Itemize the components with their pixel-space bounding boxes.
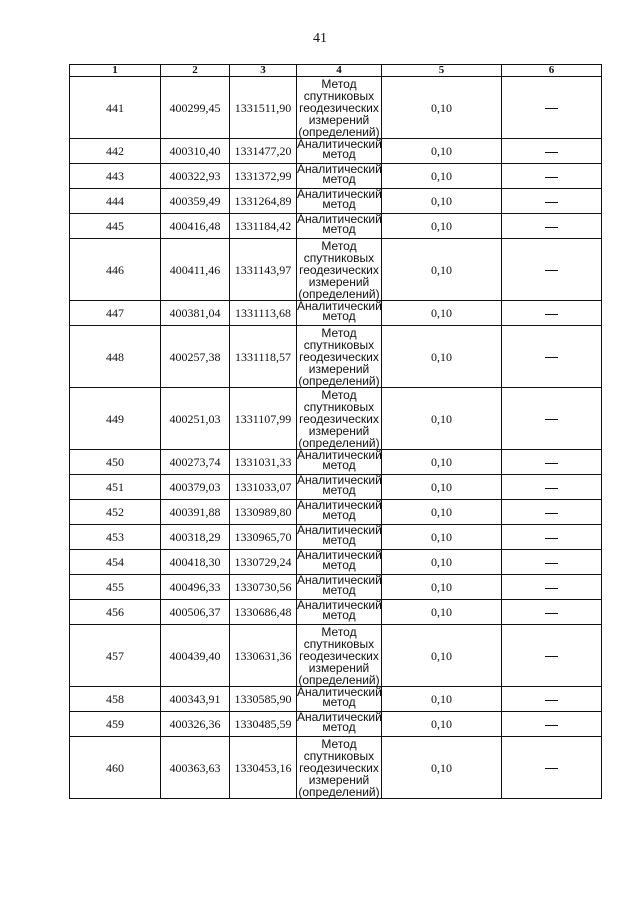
point-number-cell: 456 (70, 600, 161, 625)
point-number-cell: 449 (70, 388, 161, 450)
table-row (70, 625, 602, 687)
method-cell: Метод спутниковых геодезических измерений (определений) (298, 76, 380, 139)
point-number-cell: 453 (70, 525, 161, 550)
point-number-cell: 459 (70, 712, 161, 737)
dash-mark (545, 463, 558, 464)
x-coordinate-cell: 400506,37 (161, 600, 230, 625)
note-cell (502, 737, 602, 799)
point-number-cell: 452 (70, 500, 161, 525)
table-row (70, 239, 602, 301)
accuracy-cell: 0,10 (382, 600, 502, 625)
table-row (70, 301, 602, 326)
x-coordinate-cell: 400359,49 (161, 189, 230, 214)
accuracy-cell: 0,10 (382, 164, 502, 189)
point-number-cell: 455 (70, 575, 161, 600)
table-row (70, 575, 602, 600)
column-header-1: 1 (70, 65, 161, 77)
accuracy-cell: 0,10 (382, 500, 502, 525)
dash-mark (545, 314, 558, 315)
dash-mark (545, 488, 558, 489)
note-cell (502, 450, 602, 475)
accuracy-cell: 0,10 (382, 77, 502, 139)
dash-mark (545, 588, 558, 589)
table-row (70, 475, 602, 500)
note-cell (502, 500, 602, 525)
note-cell (502, 600, 602, 625)
y-coordinate-cell: 1330989,80 (230, 500, 297, 525)
dash-mark (545, 152, 558, 153)
table-row (70, 214, 602, 239)
point-number-cell: 443 (70, 164, 161, 189)
table-row (70, 189, 602, 214)
point-number-cell: 457 (70, 625, 161, 687)
x-coordinate-cell: 400418,30 (161, 550, 230, 575)
table-row (70, 712, 602, 737)
accuracy-cell: 0,10 (382, 301, 502, 326)
column-header-5: 5 (382, 65, 502, 77)
table-row (70, 326, 602, 388)
y-coordinate-cell: 1331264,89 (230, 189, 297, 214)
dash-mark (545, 419, 558, 420)
dash-mark (545, 768, 558, 769)
point-number-cell: 444 (70, 189, 161, 214)
x-coordinate-cell: 400257,38 (161, 326, 230, 388)
column-header-2: 2 (161, 65, 230, 77)
point-number-cell: 445 (70, 214, 161, 239)
accuracy-cell: 0,10 (382, 214, 502, 239)
y-coordinate-cell: 1331511,90 (230, 77, 297, 139)
note-cell (502, 388, 602, 450)
dash-mark (545, 538, 558, 539)
table-row (70, 164, 602, 189)
method-cell: Метод спутниковых геодезических измерений (определений) (298, 624, 380, 687)
dash-mark (545, 227, 558, 228)
table-row (70, 737, 602, 799)
method-cell: Метод спутниковых геодезических измерений (определений) (298, 387, 380, 450)
accuracy-cell: 0,10 (382, 475, 502, 500)
x-coordinate-cell: 400379,03 (161, 475, 230, 500)
table-row (70, 139, 602, 164)
point-number-cell: 441 (70, 77, 161, 139)
method-cell: Метод спутниковых геодезических измерений (определений) (298, 238, 380, 301)
y-coordinate-cell: 1331107,99 (230, 388, 297, 450)
table-body (70, 77, 602, 799)
accuracy-cell: 0,10 (382, 575, 502, 600)
accuracy-cell: 0,10 (382, 625, 502, 687)
method-cell: Метод спутниковых геодезических измерений (определений) (298, 325, 380, 388)
table-row (70, 388, 602, 450)
y-coordinate-cell: 1330485,59 (230, 712, 297, 737)
note-cell (502, 475, 602, 500)
table-row (70, 450, 602, 475)
method-cell: Аналитический метод (297, 575, 382, 600)
dash-mark (545, 613, 558, 614)
y-coordinate-cell: 1331372,99 (230, 164, 297, 189)
dash-mark (545, 656, 558, 657)
point-number-cell: 448 (70, 326, 161, 388)
method-cell: Аналитический метод (297, 475, 382, 500)
table-row (70, 550, 602, 575)
x-coordinate-cell: 400343,91 (161, 687, 230, 712)
dash-mark (545, 513, 558, 514)
point-number-cell: 442 (70, 139, 161, 164)
accuracy-cell: 0,10 (382, 139, 502, 164)
method-cell: Аналитический метод (297, 687, 382, 712)
accuracy-cell: 0,10 (382, 712, 502, 737)
dash-mark (545, 357, 558, 358)
note-cell (502, 550, 602, 575)
note-cell (502, 139, 602, 164)
x-coordinate-cell: 400411,46 (161, 239, 230, 301)
table-row (70, 600, 602, 625)
point-number-cell: 450 (70, 450, 161, 475)
point-number-cell: 458 (70, 687, 161, 712)
point-number-cell: 447 (70, 301, 161, 326)
y-coordinate-cell: 1331031,33 (230, 450, 297, 475)
x-coordinate-cell: 400299,45 (161, 77, 230, 139)
y-coordinate-cell: 1330631,36 (230, 625, 297, 687)
method-cell: Аналитический метод (297, 525, 382, 550)
accuracy-cell: 0,10 (382, 189, 502, 214)
point-number-cell: 460 (70, 737, 161, 799)
method-cell: Аналитический метод (297, 164, 382, 189)
x-coordinate-cell: 400391,88 (161, 500, 230, 525)
note-cell (502, 525, 602, 550)
y-coordinate-cell: 1331477,20 (230, 139, 297, 164)
x-coordinate-cell: 400496,33 (161, 575, 230, 600)
y-coordinate-cell: 1331184,42 (230, 214, 297, 239)
coordinates-table (69, 64, 602, 799)
y-coordinate-cell: 1331113,68 (230, 301, 297, 326)
method-cell: Аналитический метод (297, 301, 382, 326)
note-cell (502, 301, 602, 326)
accuracy-cell: 0,10 (382, 525, 502, 550)
dash-mark (545, 725, 558, 726)
x-coordinate-cell: 400439,40 (161, 625, 230, 687)
dash-mark (545, 270, 558, 271)
method-cell: Аналитический метод (297, 450, 382, 475)
method-cell: Аналитический метод (297, 500, 382, 525)
table-row (70, 500, 602, 525)
table-row (70, 687, 602, 712)
point-number-cell: 454 (70, 550, 161, 575)
method-cell: Аналитический метод (297, 550, 382, 575)
note-cell (502, 575, 602, 600)
dash-mark (545, 108, 558, 109)
note-cell (502, 214, 602, 239)
column-header-6: 6 (502, 65, 602, 77)
column-header-3: 3 (230, 65, 297, 77)
method-cell: Аналитический метод (297, 712, 382, 737)
y-coordinate-cell: 1331033,07 (230, 475, 297, 500)
dash-mark (545, 563, 558, 564)
y-coordinate-cell: 1330585,90 (230, 687, 297, 712)
y-coordinate-cell: 1330730,56 (230, 575, 297, 600)
accuracy-cell: 0,10 (382, 450, 502, 475)
x-coordinate-cell: 400251,03 (161, 388, 230, 450)
note-cell (502, 625, 602, 687)
dash-mark (545, 700, 558, 701)
method-cell: Аналитический метод (297, 600, 382, 625)
accuracy-cell: 0,10 (382, 687, 502, 712)
method-cell: Аналитический метод (297, 139, 382, 164)
note-cell (502, 239, 602, 301)
accuracy-cell: 0,10 (382, 239, 502, 301)
x-coordinate-cell: 400363,63 (161, 737, 230, 799)
x-coordinate-cell: 400381,04 (161, 301, 230, 326)
note-cell (502, 164, 602, 189)
y-coordinate-cell: 1330729,24 (230, 550, 297, 575)
y-coordinate-cell: 1330686,48 (230, 600, 297, 625)
x-coordinate-cell: 400322,93 (161, 164, 230, 189)
table-header-row (70, 65, 602, 77)
x-coordinate-cell: 400416,48 (161, 214, 230, 239)
note-cell (502, 326, 602, 388)
note-cell (502, 712, 602, 737)
y-coordinate-cell: 1330453,16 (230, 737, 297, 799)
accuracy-cell: 0,10 (382, 737, 502, 799)
table-row (70, 525, 602, 550)
note-cell (502, 687, 602, 712)
table-row (70, 77, 602, 139)
accuracy-cell: 0,10 (382, 550, 502, 575)
accuracy-cell: 0,10 (382, 388, 502, 450)
note-cell (502, 77, 602, 139)
point-number-cell: 451 (70, 475, 161, 500)
dash-mark (545, 202, 558, 203)
method-cell: Аналитический метод (297, 214, 382, 239)
column-header-4: 4 (297, 65, 382, 77)
y-coordinate-cell: 1331118,57 (230, 326, 297, 388)
point-number-cell: 446 (70, 239, 161, 301)
y-coordinate-cell: 1331143,97 (230, 239, 297, 301)
page-number: 41 (313, 31, 327, 46)
x-coordinate-cell: 400326,36 (161, 712, 230, 737)
method-cell: Метод спутниковых геодезических измерений (определений) (298, 736, 380, 799)
note-cell (502, 189, 602, 214)
method-cell: Аналитический метод (297, 189, 382, 214)
x-coordinate-cell: 400273,74 (161, 450, 230, 475)
accuracy-cell: 0,10 (382, 326, 502, 388)
x-coordinate-cell: 400318,29 (161, 525, 230, 550)
x-coordinate-cell: 400310,40 (161, 139, 230, 164)
y-coordinate-cell: 1330965,70 (230, 525, 297, 550)
dash-mark (545, 177, 558, 178)
